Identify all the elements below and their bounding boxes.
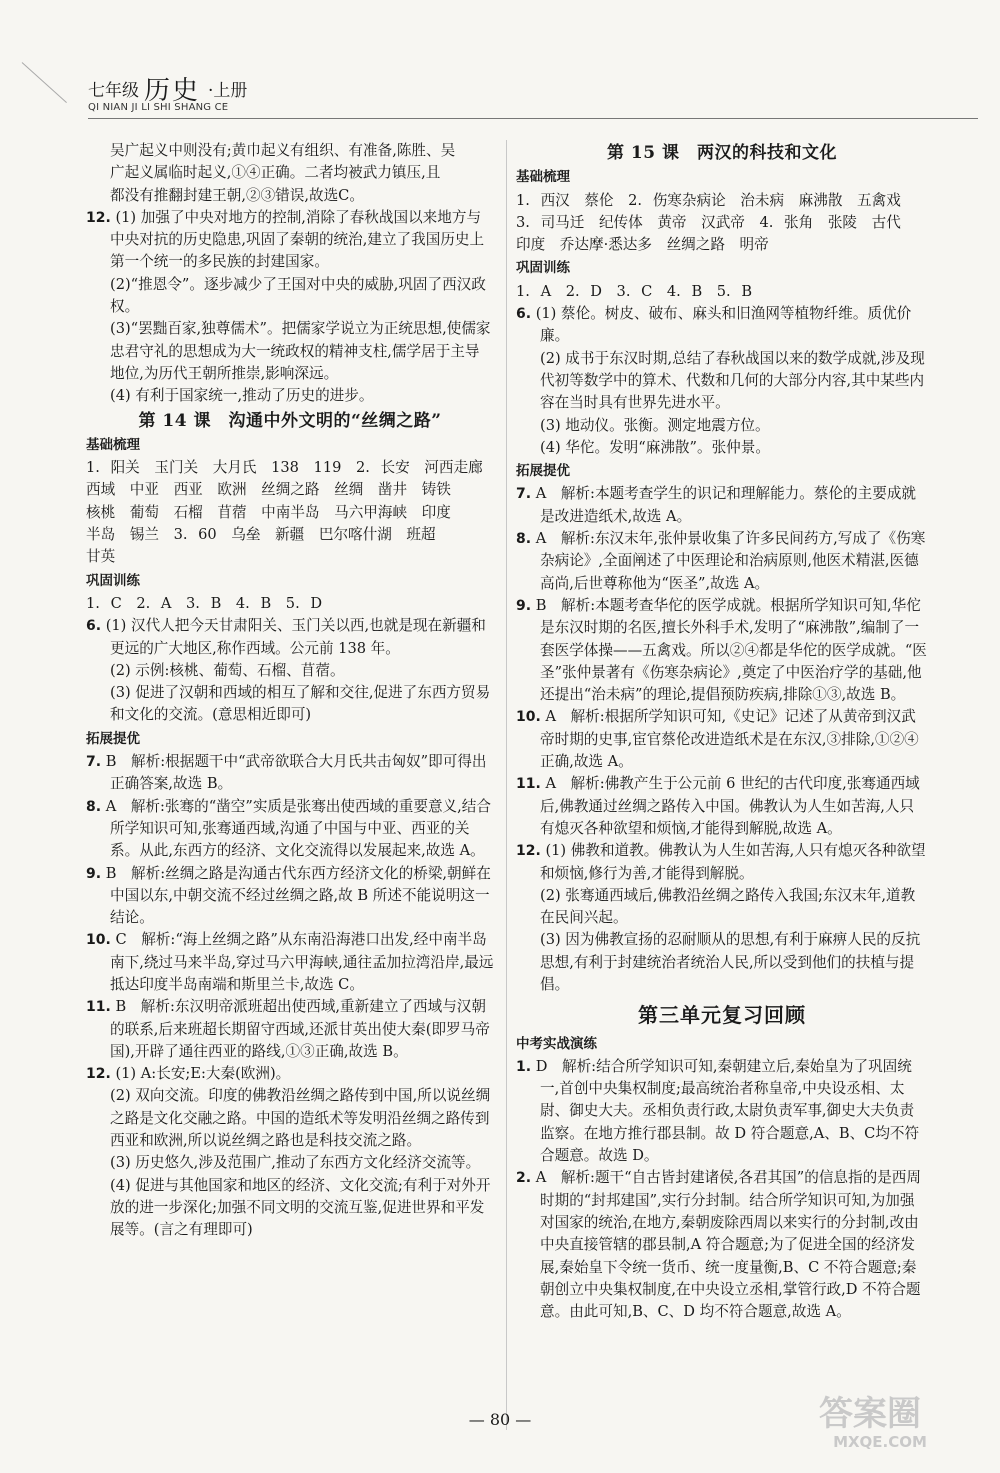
answer-text: (1) 汉代人把今天甘肃阳关、玉门关以西,也就是现在新疆和更远的广大地区,称作西域。公元前 138 年。 [105, 617, 486, 657]
right-column [516, 140, 928, 1323]
item-number: 8. [86, 798, 102, 815]
answer-part: (2) 成书于东汉时期,总结了春秋战国以来的数学成就,涉及现代初等数学中的算术、代数和几何的大部分内容,其中某些内容在当时具有世界先进水平。 [540, 349, 925, 412]
header-subject: 历史 [144, 76, 201, 106]
answer-part: (3) 地动仪。张衡。测定地震方位。 [540, 416, 770, 434]
cont-line: 都没有推翻封建王朝,②③错误,故选C。 [110, 186, 364, 204]
answer-item [516, 483, 928, 528]
basic-line: 甘英 [86, 548, 116, 566]
lesson-14-title: 第 14 课 沟通中外文明的“丝绸之路” [138, 410, 442, 431]
answer-item [86, 796, 494, 863]
answer-item [86, 751, 494, 796]
answer-item-12 [86, 1063, 494, 1085]
left-column [86, 140, 494, 1242]
answer-text: (1) A:长安;E:大秦(欧洲)。 [115, 1065, 291, 1083]
unit-review-title: 第三单元复习回顾 [638, 1003, 806, 1028]
section-heading: 巩固训练 [516, 260, 570, 277]
item-number: 9. [516, 597, 532, 614]
answer-part: (3)“罢黜百家,独尊儒术”。把儒家学说立为正统思想,使儒家忠君守礼的思想成为大一统政权的精神支柱,儒学居于主导地位,为历代王朝所推崇,影响深远。 [110, 320, 491, 382]
header-volume: ·上册 [208, 81, 248, 101]
answer-item [516, 595, 928, 706]
answer-text: B 解析:东汉明帝派班超出使西域,重新建立了西域与汉朝的联系,后来班超长期留守西域,还派甘英出使大秦(即罗马帝国),开辟了通往西亚的路线,①③正确,故选 B。 [110, 998, 490, 1060]
answer-item-6 [86, 615, 494, 660]
watermark-main: 答案圈 [819, 1394, 921, 1434]
answer-item [516, 706, 928, 773]
watermark-sub: MXQE.COM [833, 1433, 927, 1451]
basic-line: 3. 司马迁 纪传体 黄帝 汉武帝 4. 张角 张陵 古代 [516, 213, 901, 231]
answer-text: A 解析:本题考查学生的识记和理解能力。蔡伦的主要成就是改进造纸术,故选 A。 [535, 485, 917, 525]
answer-part: (2) 示例:核桃、葡萄、石榴、苜蓿。 [110, 661, 345, 679]
basic-line: 西域 中亚 西亚 欧洲 丝绸之路 丝绸 凿井 铸铁 [86, 481, 451, 499]
item-number: 2. [516, 1170, 532, 1187]
section-heading: 拓展提优 [516, 463, 570, 480]
cont-line: 吴广起义中则没有;黄巾起义有组织、有准备,陈胜、吴 [110, 142, 456, 159]
answer-text: A 解析:佛教产生于公元前 6 世纪的古代印度,张骞通西域后,佛教通过丝绸之路传入中国。佛教认为人生如苦海,人只有熄灭各种欲望和烦恼,才能得到解脱,故选 A。 [540, 775, 920, 837]
answer-text: A 解析:东汉末年,张仲景收集了许多民间药方,写成了《伤寒杂病论》,全面阐述了中医理论和治病原则,他医术精湛,医德高尚,后世尊称他为“医圣”,故选 A。 [535, 530, 926, 592]
answer-part: (4) 促进与其他国家和地区的经济、文化交流;有利于对外开放的进一步深化;加强不同文明的交流互鉴,促进世界和平发展等。(言之有理即可) [110, 1176, 491, 1239]
answer-text: A 解析:张骞的“凿空”实质是张骞出使西域的重要意义,结合所学知识可知,张骞通西域,沟通了中国与中亚、西亚的关系。从此,东西方的经济、文化交流得以发展起来,故选 A。 [105, 797, 491, 860]
section-heading: 中考实战演练 [516, 1035, 597, 1052]
section-heading: 基础梳理 [86, 436, 140, 453]
answer-part: (3) 促进了汉朝和西域的相互了解和交往,促进了东西方贸易和文化的交流。(意思相近即可) [110, 684, 491, 724]
answer-text: (1) 加强了中央对地方的控制,消除了春秋战国以来地方与中央对抗的历史隐患,巩固了秦朝的统治,建立了我国历史上第一个统一的多民族的封建国家。 [110, 208, 485, 271]
answer-part: (2) 双向交流。印度的佛教沿丝绸之路传到中国,所以说丝绸之路是文化交融之路。中国的造纸术等发明沿丝绸之路传到西亚和欧洲,所以说丝绸之路也是科技交流之路。 [110, 1087, 491, 1150]
item-number: 11. [86, 999, 111, 1016]
answer-text: B 解析:本题考查华佗的医学成就。根据所学知识可知,华佗是东汉时期的名医,擅长外科手术,发明了“麻沸散”,编制了一套医学体操——五禽戏。所以②④都是华佗的医学成就。“医圣”张仲景著有《伤寒杂病论》,奠定了中医治疗学的基础,他还提出“治未病”的理论,提倡预防疾病,排除①③,故选 B。 [535, 596, 927, 704]
answer-item [86, 863, 494, 930]
answer-item-12 [516, 840, 928, 885]
answer-text: D 解析:结合所学知识可知,秦朝建立后,秦始皇为了巩固统一,首创中央集权制度;最高统治者称皇帝,中央设丞相、太尉、御史大夫。丞相负责行政,太尉负责军事,御史大夫负责监察。在地方推行郡县制。故 D 符合题意,A、B、C均不符合题意。故选 D。 [535, 1057, 920, 1165]
answer-part: (4) 华佗。发明“麻沸散”。张仲景。 [540, 438, 770, 456]
answer-item [86, 929, 494, 996]
basic-line: 1. 阳关 玉门关 大月氏 138 119 2. 长安 河西走廊 [86, 459, 483, 477]
item-number: 8. [516, 531, 532, 548]
answer-text: (1) 蔡伦。树皮、破布、麻头和旧渔网等植物纤维。质优价廉。 [535, 305, 912, 345]
page-header [88, 72, 988, 132]
answer-part: (3) 因为佛教宣扬的忍耐顺从的思想,有利于麻痹人民的反抗思想,有利于封建统治者统治人民,所以受到他们的扶植与提倡。 [540, 931, 921, 993]
mc-answers: 1. A 2. D 3. C 4. B 5. B [516, 282, 753, 300]
answer-part: (4) 有利于国家统一,推动了历史的进步。 [110, 387, 374, 405]
mc-answers: 1. C 2. A 3. B 4. B 5. D [86, 594, 323, 612]
answer-text: C 解析:“海上丝绸之路”从东南沿海港口出发,经中南半岛南下,绕过马来半岛,穿过马六甲海峡,通往孟加拉湾沿岸,最远抵达印度半岛南端和斯里兰卡,故选 C。 [110, 931, 494, 993]
section-heading: 拓展提优 [86, 730, 140, 747]
answer-item [516, 528, 928, 595]
basic-line: 印度 乔达摩·悉达多 丝绸之路 明帝 [516, 236, 769, 254]
basic-line: 核桃 葡萄 石榴 苜蓿 中南半岛 马六甲海峡 印度 [86, 503, 451, 521]
watermark-logo [780, 1383, 960, 1453]
answer-part: (3) 历史悠久,涉及范围广,推动了东西方文化经济交流等。 [110, 1154, 481, 1172]
item-number: 7. [516, 486, 532, 503]
item-number: 6. [516, 306, 532, 323]
basic-line: 1. 西汉 蔡伦 2. 伤寒杂病论 治未病 麻沸散 五禽戏 [516, 191, 901, 209]
answer-text: B 解析:丝绸之路是沟通古代东西方经济文化的桥梁,朝鲜在中国以东,中朝交流不经过丝绸之路,故 B 所述不能说明这一结论。 [105, 864, 491, 927]
section-heading: 巩固训练 [86, 572, 140, 589]
answer-text: B 解析:根据题干中“武帝欲联合大月氏共击匈奴”即可得出正确答案,故选 B。 [105, 753, 487, 793]
answer-item [516, 773, 928, 840]
answer-part: (2) 张骞通西域后,佛教沿丝绸之路传入我国;东汉末年,道教在民间兴起。 [540, 886, 916, 927]
basic-line: 半岛 锡兰 3. 60 乌垒 新疆 巴尔喀什湖 班超 [86, 526, 436, 544]
item-number: 7. [86, 754, 102, 771]
header-grade: 七年级 [88, 81, 139, 101]
page-number: — 80 — [468, 1410, 532, 1429]
answer-item-12 [86, 207, 494, 274]
answer-item [86, 996, 494, 1063]
section-heading: 基础梳理 [516, 169, 570, 186]
answer-item-6 [516, 303, 928, 348]
column-divider [506, 140, 507, 1430]
header-pinyin: QI NIAN JI LI SHI SHANG CE [88, 102, 229, 113]
item-number: 12. [516, 843, 541, 860]
answer-part: (2)“推恩令”。逐步减少了王国对中央的威胁,巩固了西汉政权。 [110, 275, 486, 316]
item-number: 12. [86, 209, 111, 226]
answer-text: A 解析:题干“自古皆封建诸侯,各君其国”的信息指的是西周时期的“封邦建国”,实行分封制。结合所学知识可知,为加强对国家的统治,在地方,秦朝废除西周以来实行的分封制,改由中央直接管辖的郡县制,A 符合题意;为了促进全国的经济发展,秦始皇下令统一货币、统一度量衡,B、C 不符合题意;秦朝创立中央集权制度,在中央设立丞相,掌管行政,D 不符合题意。由此可知,B、C、D 均不符合题意,故选 A。 [535, 1169, 921, 1321]
lesson-15-title: 第 15 课 两汉的科技和文化 [607, 143, 837, 163]
answer-text: A 解析:根据所学知识可知,《史记》记述了从黄帝到汉武帝时期的史事,宦官蔡伦改进造纸术是在东汉,③排除,①②④正确,故选 A。 [540, 708, 919, 771]
item-number: 12. [86, 1066, 111, 1083]
item-number: 11. [516, 776, 541, 793]
answer-item [516, 1167, 928, 1323]
item-number: 6. [86, 618, 102, 635]
answer-item [516, 1056, 928, 1167]
header-rule [88, 118, 978, 119]
item-number: 1. [516, 1058, 532, 1075]
item-number: 9. [86, 865, 102, 882]
answer-text: (1) 佛教和道教。佛教认为人生如苦海,人只有熄灭各种欲望和烦恼,修行为善,才能得到解脱。 [540, 842, 926, 882]
item-number: 10. [516, 709, 541, 726]
corner-line [22, 62, 67, 103]
cont-line: 广起义属临时起义,①④正确。二者均被武力镇压,且 [110, 164, 441, 182]
item-number: 10. [86, 932, 111, 949]
